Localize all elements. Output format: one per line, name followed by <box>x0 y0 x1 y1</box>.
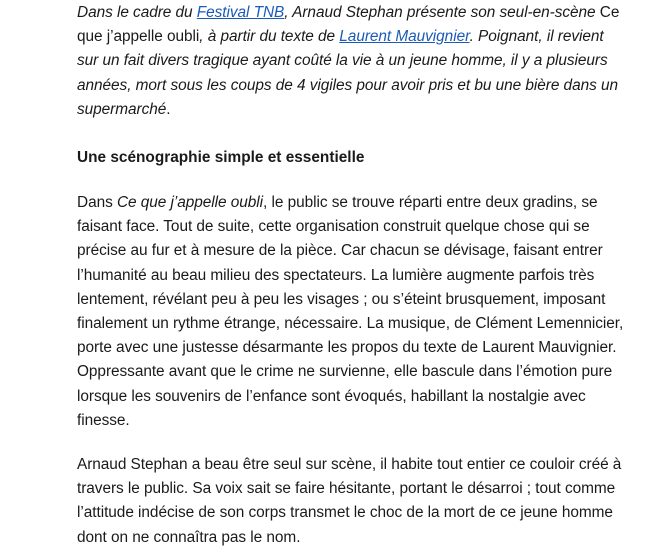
body-paragraph-2 <box>77 453 625 550</box>
article <box>77 1 625 550</box>
intro-text-1: Dans le cadre du <box>77 4 197 21</box>
intro-text-5: . <box>166 100 171 118</box>
intro-play-title: Ce que j’appelle oubli <box>77 4 620 46</box>
intro-text-4: . Poignant, il revient sur un fait divers tragique ayant coûté la vie à un jeune homme, il y a plusieurs années, mort sous les coups de 4 vigiles pour avoir pris et bu une bière dans un supermarché <box>77 28 618 118</box>
body-paragraph-1 <box>77 191 625 433</box>
section-heading: Une scénographie simple et essentielle <box>77 149 365 167</box>
laurent-mauvignier-link[interactable]: Laurent Mauvignier <box>339 28 470 46</box>
festival-tnb-link[interactable]: Festival TNB <box>196 4 285 21</box>
paragraph1-lead: Dans <box>77 194 117 212</box>
intro-text-2: , Arnaud Stephan présente son seul-en-scène <box>284 4 600 21</box>
intro-text-3: , à partir du texte de <box>199 28 340 46</box>
paragraph1-text: , le public se trouve réparti entre deux gradins, se faisant face. Tout de suite, cette organisation construit quelque chose qui se précise au fur et à mesure de la pièce. Car chacun se dévisage, faisant entrer l’humanité au beau milieu des spectateurs. La lumière augmente parfois très lentement, révélant peu à peu les visages ; ou s’éteint brusquement, imposant finalement un rythme étrange, nécessaire. La musique, de Clément Lemennicier, porte avec une justesse désarmante les propos du texte de Laurent Mauvignier. Oppressante avant que le crime ne survienne, elle bascule dans l’émotion pure lorsque les souvenirs de l’enfance sont évoqués, habillant la nostalgie avec finesse. <box>77 194 624 429</box>
paragraph1-play-title: Ce que j’appelle oubli <box>116 194 264 212</box>
paragraph2-text: Arnaud Stephan a beau être seul sur scène, il habite tout entier ce couloir créé à travers le public. Sa voix sait se faire hésitante, portant le désarroi ; tout comme l’attitude indécise de son corps transmet le choc de la mort de ce jeune homme dont on ne connaîtra pas le nom. <box>77 456 622 546</box>
intro-paragraph <box>77 1 625 122</box>
